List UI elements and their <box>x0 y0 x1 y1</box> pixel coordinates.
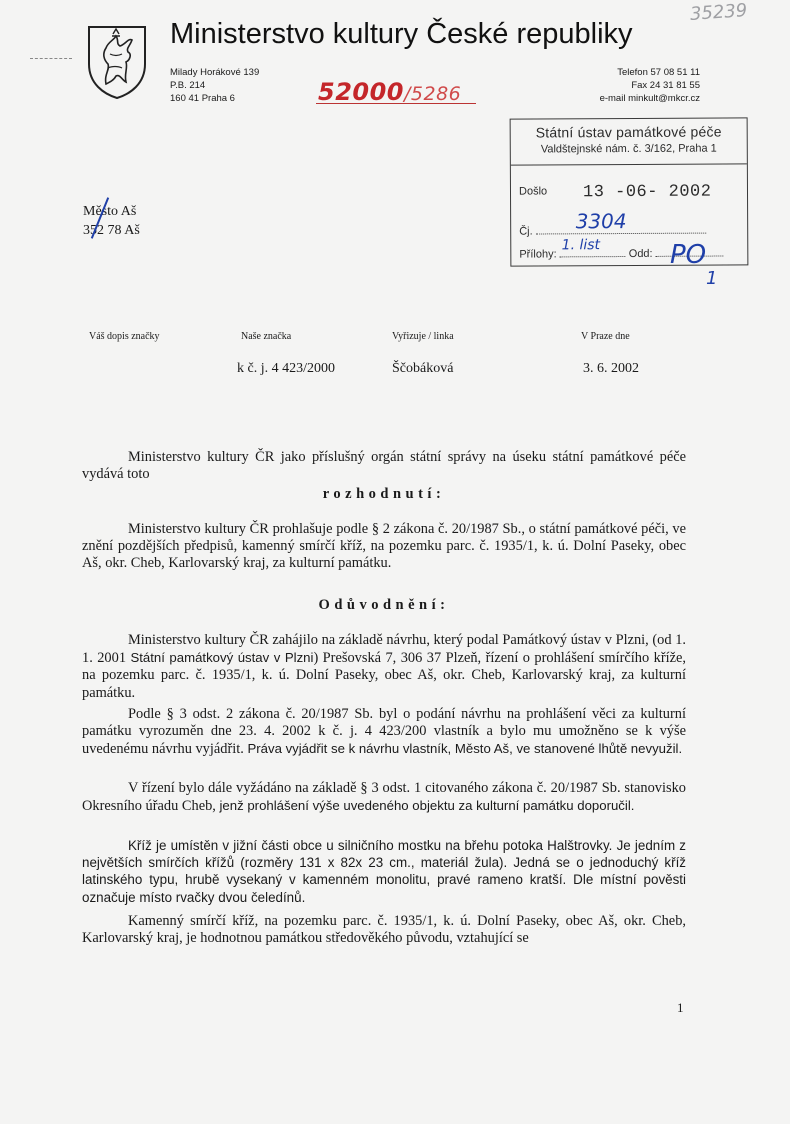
address-line: Milady Horákové 139 <box>170 67 260 78</box>
reasoning-paragraph-5: Kamenný smírčí kříž, na pozemku parc. č. 1935/1, k. ú. Dolní Paseky, obec Aš, okr. Cheb, Karlovarský kraj, je hodnotnou památkou středověkého původu, vztahující se <box>82 913 686 947</box>
intro-paragraph: Ministerstvo kultury ČR jako příslušný orgán státní správy na úseku státní památkové péče vydává toto <box>82 449 686 483</box>
place-date-value: 3. 6. 2002 <box>583 361 639 376</box>
ministry-title: Ministerstvo kultury České republiky <box>170 18 633 50</box>
page-number: 1 <box>677 1000 684 1015</box>
address-line: P.B. 214 <box>170 80 206 91</box>
reasoning-paragraph-2: Podle § 3 odst. 2 zákona č. 20/1987 Sb. byl o podání návrhu na prohlášení věci za kulturní památku vyrozuměn dne 23. 4. 2002 k č. j. 4 423/200 vlastník a bylo mu umožněno se k výše uvedenému návrhu vyjádřit. Práva vyjádřit se k návrhu vlastník, Město Aš, ve stanovené lhůtě nevyužil. <box>82 706 686 758</box>
reasoning-paragraph-4: Kříž je umístěn v jižní části obce u silničního mostku na břehu potoka Halštrovky. Je jedním z největších smírčích křížů (rozměry 131 x 82x 23 cm., materiál žula). Jedná se o jednoduchý kříž latinského typu, hrubě vysekaný v kamenném monolitu, pravé rameno kratší. Dle místní pověsti označuje místo rvačky dvou čeledínů. <box>82 838 686 905</box>
stamp-attachments-value: 1. list <box>561 237 601 254</box>
our-ref-label: Naše značka <box>241 331 292 342</box>
corner-handwritten-note: 35239 <box>689 0 748 25</box>
stamp-received-date: 13 -06- 2002 <box>582 182 712 203</box>
stamp-ref-row <box>519 209 706 238</box>
stamp-header <box>511 118 747 165</box>
place-date-label: V Praze dne <box>581 331 630 342</box>
stamp-attachments-label: Přílohy: <box>519 248 557 261</box>
decision-heading: rozhodnutí: <box>322 486 446 502</box>
stamp-ref-field <box>536 209 706 235</box>
scan-mark <box>30 58 72 59</box>
phone-line: Telefon 57 08 51 11 <box>617 67 700 78</box>
stamp-address: Valdštejnské nám. č. 3/162, Praha 1 <box>540 142 717 156</box>
decision-paragraph: Ministerstvo kultury ČR prohlašuje podle § 2 zákona č. 20/1987 Sb., o státní památkové péči, ve znění pozdějších předpisů, kamenný smírčí kříž, na pozemku parc. č. 1935/1, k. ú. Dolní Paseky, obec Aš, okr. Cheb, Karlovarský kraj, za kulturní památku. <box>82 521 686 572</box>
handled-by-label: Vyřizuje / linka <box>392 331 454 342</box>
handled-by-value: Ščobáková <box>392 361 454 376</box>
stamp-received-label: Došlo <box>518 185 548 198</box>
stamp-institution: Státní ústav památkové péče <box>535 123 722 141</box>
coat-of-arms-icon <box>86 24 148 100</box>
ministry-address <box>170 66 259 105</box>
your-letter-label: Váš dopis značky <box>89 331 160 342</box>
our-ref-value: k č. j. 4 423/2000 <box>237 361 335 376</box>
fax-line: Fax 24 31 81 55 <box>631 80 700 91</box>
reasoning-paragraph-1: Ministerstvo kultury ČR zahájilo na základě návrhu, který podal Památkový ústav v Plzni, (od 1. 1. 2001 Státní památkový ústav v Plzni) Prešovská 7, 306 37 Plzeň, řízení o prohlášení smírčího kříže, na pozemku parc. č. 1935/1, k. ú. Dolní Paseky, obec Aš, okr. Cheb, Karlovarský kraj, za kulturní památku. <box>82 632 686 701</box>
reasoning-heading: Odůvodnění: <box>318 597 450 613</box>
recipient-line: Město Aš <box>83 204 137 219</box>
address-line: 160 41 Praha 6 <box>170 93 235 104</box>
reasoning-paragraph-3: V řízení bylo dále vyžádáno na základě § 3 odst. 1 citovaného zákona č. 20/1987 Sb. stanovisko Okresního úřadu Cheb, jenž prohlášení výše uvedeného objektu za kulturní památku doporučil. <box>82 780 686 815</box>
ref-main: 52000 <box>318 78 404 106</box>
ministry-contact <box>600 66 700 105</box>
receipt-stamp <box>510 117 749 266</box>
handwritten-reference-number <box>318 78 461 106</box>
stamp-attachments-field <box>560 237 626 257</box>
stamp-ref-label: Čj. <box>519 225 533 238</box>
stamp-dept-value: PO <box>670 240 707 270</box>
stamp-body <box>511 164 748 265</box>
stamp-ref-value: 3304 <box>575 209 627 234</box>
email-line: e-mail minkult@mkcr.cz <box>599 93 700 104</box>
stamp-dept-label: Odd: <box>628 247 653 261</box>
ref-tail: /5286 <box>404 83 462 105</box>
recipient-line: 352 78 Aš <box>83 223 140 238</box>
stamp-dept-number: 1 <box>706 268 718 289</box>
handwritten-underline <box>316 103 476 104</box>
